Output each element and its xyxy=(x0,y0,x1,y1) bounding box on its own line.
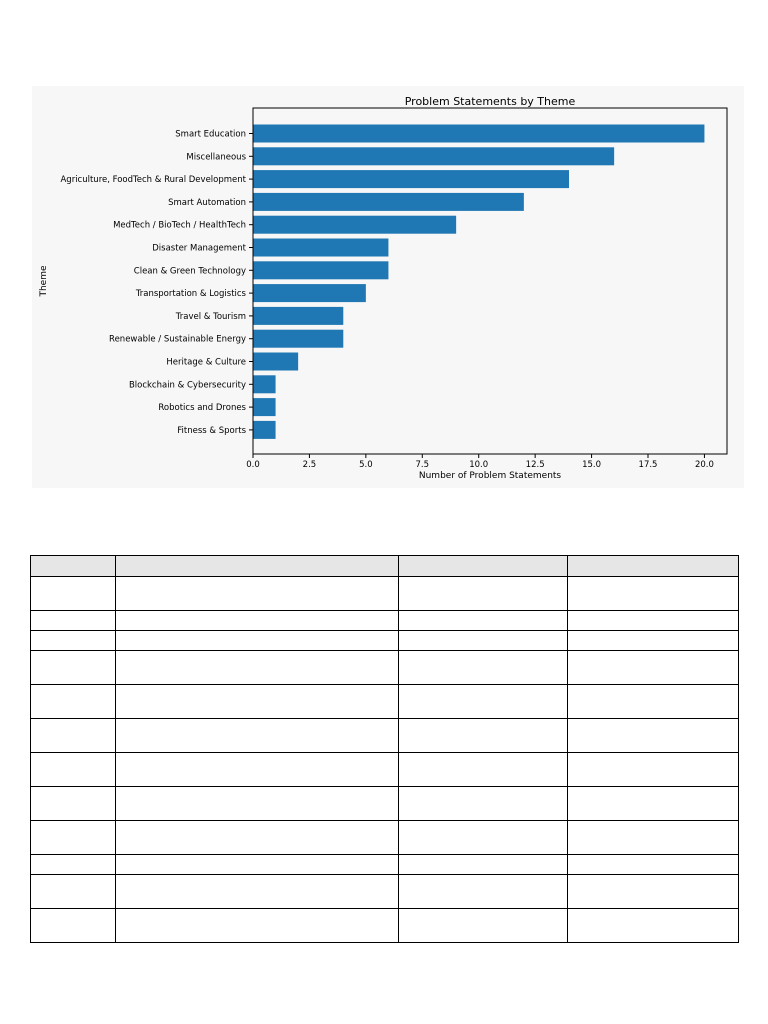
table-row xyxy=(31,719,739,753)
table-row xyxy=(31,631,739,651)
table-row xyxy=(31,909,739,943)
y-tick-label: Robotics and Drones xyxy=(158,403,246,414)
chart-title: Problem Statements by Theme xyxy=(404,95,576,108)
table-cell xyxy=(31,855,116,875)
table-cell xyxy=(31,787,116,821)
bar-chart xyxy=(32,86,744,488)
table-cell xyxy=(568,719,739,753)
x-tick-label: 5.0 xyxy=(359,460,373,470)
table-cell xyxy=(568,909,739,943)
table-cell xyxy=(31,651,116,685)
table-cell xyxy=(399,651,568,685)
table-row xyxy=(31,685,739,719)
table-cell xyxy=(568,651,739,685)
y-tick-label: Fitness & Sports xyxy=(177,425,246,436)
table-row xyxy=(31,875,739,909)
table-row xyxy=(31,855,739,875)
table-cell xyxy=(399,685,568,719)
bar xyxy=(253,307,343,325)
table-cell xyxy=(116,855,399,875)
x-tick-label: 20.0 xyxy=(694,460,714,470)
table-cell xyxy=(31,577,116,611)
x-tick-label: 0.0 xyxy=(246,460,260,470)
table-cell xyxy=(568,753,739,787)
y-tick-label: MedTech / BioTech / HealthTech xyxy=(113,220,246,231)
table-cell xyxy=(116,719,399,753)
y-tick-label: Smart Automation xyxy=(168,197,246,208)
table-cell xyxy=(31,753,116,787)
table-cell xyxy=(31,685,116,719)
table-cell xyxy=(399,855,568,875)
bar xyxy=(253,421,276,439)
y-tick-label: Disaster Management xyxy=(152,243,246,254)
table-cell xyxy=(568,821,739,855)
table-cell xyxy=(116,577,399,611)
bar xyxy=(253,239,388,257)
table-cell xyxy=(568,631,739,651)
y-tick-label: Agriculture, FoodTech & Rural Development xyxy=(60,175,246,186)
table-cell xyxy=(31,875,116,909)
table-cell xyxy=(399,787,568,821)
table-header-row xyxy=(31,556,739,577)
x-tick-label: 2.5 xyxy=(302,460,317,470)
y-tick-label: Smart Education xyxy=(175,129,246,140)
bar xyxy=(253,375,276,393)
y-tick-label: Travel & Tourism xyxy=(175,311,246,322)
table-cell xyxy=(116,651,399,685)
x-axis-label: Number of Problem Statements xyxy=(418,471,562,481)
table-cell xyxy=(116,753,399,787)
table-cell xyxy=(399,821,568,855)
x-tick-label: 12.5 xyxy=(525,460,545,470)
table-cell xyxy=(399,631,568,651)
table-cell xyxy=(31,611,116,631)
table-cell xyxy=(399,611,568,631)
data-table xyxy=(30,555,739,943)
table-cell xyxy=(399,909,568,943)
table-cell xyxy=(31,821,116,855)
table-cell xyxy=(116,875,399,909)
table-cell xyxy=(568,787,739,821)
bar xyxy=(253,398,276,416)
bar xyxy=(253,193,524,211)
y-tick-label: Clean & Green Technology xyxy=(133,266,246,277)
table-cell xyxy=(116,631,399,651)
table-cell xyxy=(568,577,739,611)
table-cell xyxy=(116,787,399,821)
x-tick-label: 15.0 xyxy=(582,460,602,470)
y-tick-label: Transportation & Logistics xyxy=(135,289,246,300)
y-tick-label: Heritage & Culture xyxy=(166,357,246,368)
x-tick-label: 10.0 xyxy=(469,460,489,470)
table-cell xyxy=(568,855,739,875)
chart-figure xyxy=(32,86,744,488)
bar xyxy=(253,216,456,234)
bar xyxy=(253,147,614,165)
table-cell xyxy=(116,821,399,855)
table-row xyxy=(31,821,739,855)
bar xyxy=(253,170,569,188)
table-cell xyxy=(399,753,568,787)
table-cell xyxy=(31,631,116,651)
table-header-cell xyxy=(568,556,739,577)
table-cell xyxy=(31,719,116,753)
table-cell xyxy=(116,909,399,943)
table-row xyxy=(31,753,739,787)
table-row xyxy=(31,651,739,685)
y-tick-label: Miscellaneous xyxy=(186,152,246,163)
table-header-cell xyxy=(399,556,568,577)
table-header-cell xyxy=(116,556,399,577)
table-cell xyxy=(568,875,739,909)
table-cell xyxy=(116,685,399,719)
table-cell xyxy=(116,611,399,631)
bar xyxy=(253,125,704,143)
table-cell xyxy=(399,577,568,611)
table-row xyxy=(31,577,739,611)
y-axis-label: Theme xyxy=(39,265,49,297)
table-cell xyxy=(568,685,739,719)
bar xyxy=(253,284,366,302)
table-cell xyxy=(568,611,739,631)
y-tick-label: Renewable / Sustainable Energy xyxy=(109,334,246,345)
table-cell xyxy=(399,719,568,753)
table-cell xyxy=(31,909,116,943)
table-row xyxy=(31,611,739,631)
bar xyxy=(253,261,388,279)
table-header-cell xyxy=(31,556,116,577)
table-row xyxy=(31,787,739,821)
bar xyxy=(253,330,343,348)
x-tick-label: 17.5 xyxy=(638,460,658,470)
x-tick-label: 7.5 xyxy=(415,460,430,470)
table-cell xyxy=(399,875,568,909)
y-tick-label: Blockchain & Cybersecurity xyxy=(128,380,246,391)
bar xyxy=(253,353,298,371)
